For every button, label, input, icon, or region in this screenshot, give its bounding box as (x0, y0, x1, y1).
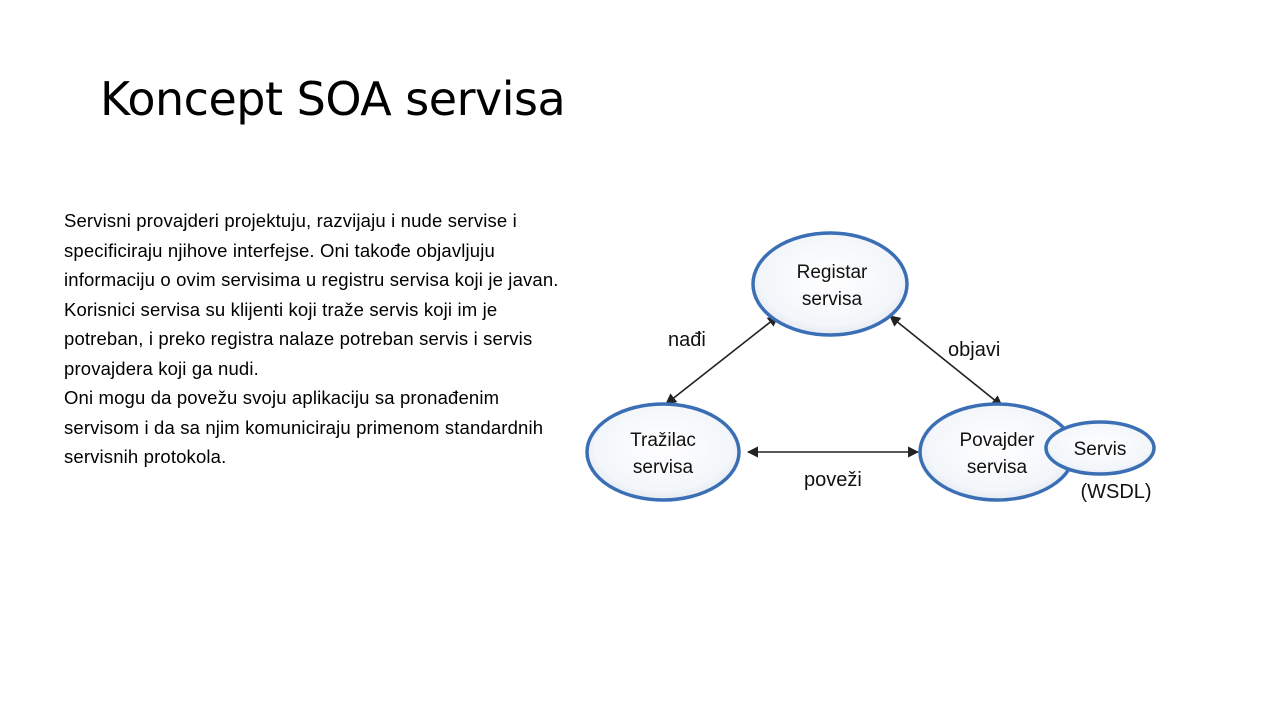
service-node (1046, 422, 1154, 474)
publish-arrow (890, 316, 1002, 406)
paragraph-intro: Servisni provajderi projektuju, razvijaju i nude servise i specificiraju njihove interfejse. Oni takođe objavljuju informaciju o ovim servisima u registru servisa koji je javan. Korisnici servisa su klijenti koji traže servis koji im je potreban, i preko registra nalaze potreban servis i servis provajdera koji ga nudi. (64, 210, 559, 379)
slide-title: Koncept SOA servisa (100, 72, 566, 126)
requester-label-line1: Tražilac (630, 430, 696, 451)
find-label: nađi (668, 329, 706, 351)
registry-node (753, 233, 907, 335)
wsdl-label: (WSDL) (1080, 481, 1152, 503)
publish-label: objavi (948, 339, 1001, 361)
registry-label-line2: servisa (801, 289, 863, 310)
requester-node (587, 404, 739, 500)
requester-label-line2: servisa (632, 457, 694, 478)
registry-label-line1: Registar (796, 262, 868, 283)
provider-label-line2: servisa (966, 457, 1028, 478)
bind-label: poveži (804, 469, 862, 491)
service-label: Servis (1073, 439, 1127, 460)
provider-label-line1: Povajder (959, 430, 1035, 451)
paragraph-binding: Oni mogu da povežu svoju aplikaciju sa pronađenim servisom i da sa njim komuniciraju primenom standardnih servisnih protokola. (64, 387, 544, 467)
